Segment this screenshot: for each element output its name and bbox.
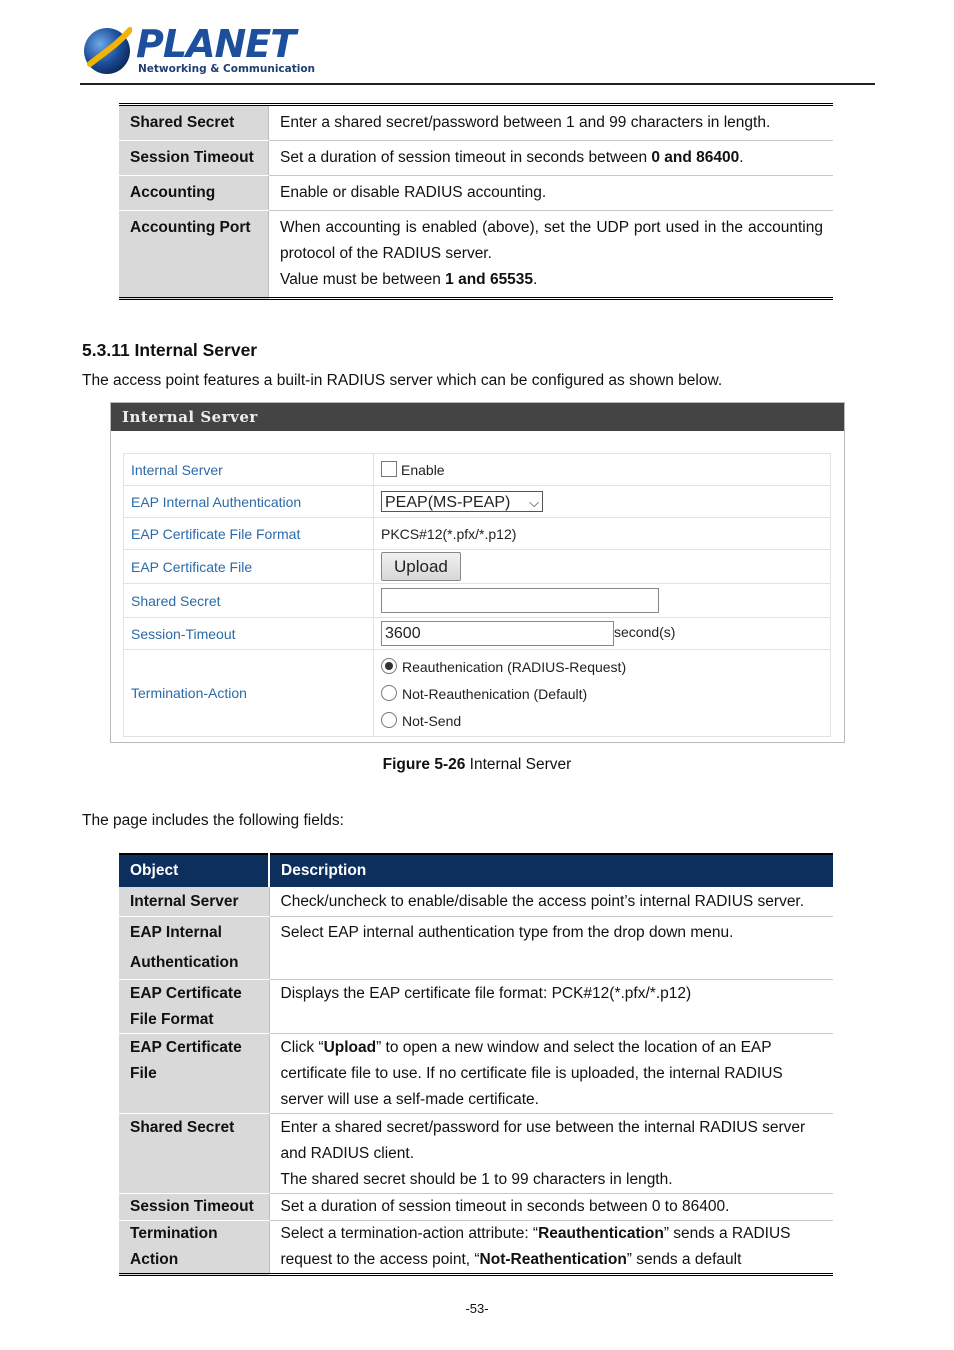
table-row [119, 1221, 833, 1275]
field-description: When accounting is enabled (above), set the UDP port used in the accounting protocol of the RADIUS server. Value must be between 1 and 65535. [280, 219, 823, 288]
field-name: Session Timeout [119, 1194, 269, 1221]
eap-auth-select[interactable]: PEAP(MS-PEAP) ⌵ [381, 491, 543, 512]
field-name: EAP Certificate File Format [119, 980, 269, 1034]
table-header-row [119, 854, 833, 887]
upload-button[interactable]: Upload [381, 552, 461, 581]
termination-option[interactable]: Not-Send [381, 708, 823, 735]
internal-server-label: Internal Server [124, 454, 374, 486]
cert-format-label: EAP Certificate File Format [124, 518, 374, 550]
form-row-session-timeout [124, 618, 831, 650]
internal-server-panel [110, 402, 845, 743]
section-intro: The access point features a built-in RADIUS server which can be configured as shown below. [82, 372, 723, 389]
termination-option[interactable]: Reauthenication (RADIUS-Request) [381, 654, 823, 681]
table-row [119, 141, 833, 176]
brand-wordmark: PLANET [136, 22, 296, 66]
radio-icon[interactable] [381, 685, 397, 701]
section-title: 5.3.11 Internal Server [82, 340, 258, 360]
field-description: Select EAP internal authentication type from the drop down menu. [269, 917, 833, 980]
enable-checkbox-label: Enable [401, 462, 445, 478]
table-row [119, 980, 833, 1034]
cert-format-value: PKCS#12(*.pfx/*.p12) [374, 518, 831, 550]
form-row-cert-file [124, 550, 831, 584]
field-name: Shared Secret [119, 1114, 269, 1194]
form-row-eap-auth [124, 486, 831, 518]
fields-table [119, 853, 833, 1276]
globe-icon [82, 24, 132, 76]
field-description: Displays the EAP certificate file format: PCK#12(*.pfx/*.p12) [269, 980, 833, 1034]
field-description: Click “Upload” to open a new window and select the location of an EAP certificate file to use. If no certificate file is uploaded, the internal RADIUS server will use a self-made certificate. [269, 1034, 833, 1114]
page-number: -53- [465, 1301, 489, 1316]
table-row [119, 1194, 833, 1221]
form-row-cert-format [124, 518, 831, 550]
table-row [119, 887, 833, 917]
radio-icon[interactable] [381, 712, 397, 728]
header-divider [80, 83, 875, 85]
cert-file-label: EAP Certificate File [124, 550, 374, 584]
field-description: Set a duration of session timeout in seconds between 0 and 86400. [269, 141, 834, 176]
field-description: Select a termination-action attribute: “Reauthentication” sends a RADIUS request to the access point, “Not-Reathentication” sends a default [280, 1225, 791, 1268]
field-name: Session Timeout [119, 141, 269, 176]
planet-logo [82, 22, 316, 78]
field-name: Accounting [119, 176, 269, 211]
column-header-object: Object [119, 854, 269, 887]
field-name: Shared Secret [119, 105, 269, 141]
internal-server-form [123, 453, 831, 737]
form-row-internal-server [124, 454, 831, 486]
form-row-termination [124, 650, 831, 737]
panel-title: Internal Server [111, 403, 844, 431]
session-timeout-label: Session-Timeout [124, 618, 374, 650]
shared-secret-input[interactable] [381, 588, 659, 613]
field-description: Enable or disable RADIUS accounting. [269, 176, 834, 211]
form-row-shared-secret [124, 584, 831, 618]
eap-auth-label: EAP Internal Authentication [124, 486, 374, 518]
radio-selected-icon[interactable] [381, 658, 397, 674]
session-timeout-unit: second(s) [614, 624, 676, 641]
field-description: Enter a shared secret/password between 1 and 99 characters in length. [269, 105, 834, 141]
table-row [119, 211, 833, 299]
shared-secret-label: Shared Secret [124, 584, 374, 618]
field-name: EAP Certificate File [119, 1034, 269, 1114]
table-row [119, 1034, 833, 1114]
enable-checkbox[interactable] [381, 461, 397, 477]
field-name: EAP Internal Authentication [119, 917, 269, 980]
field-description: Set a duration of session timeout in seconds between 0 to 86400. [269, 1194, 833, 1221]
brand-tagline: Networking & Communication [138, 63, 316, 75]
chevron-down-icon: ⌵ [529, 495, 539, 510]
field-name: Termination Action [119, 1221, 269, 1275]
termination-option[interactable]: Not-Reauthenication (Default) [381, 681, 823, 708]
field-description: Enter a shared secret/password for use between the internal RADIUS server and RADIUS client. The shared secret should be 1 to 99 characters in length. [269, 1114, 833, 1194]
field-name: Accounting Port [119, 211, 269, 299]
termination-label: Termination-Action [124, 650, 374, 737]
fields-intro: The page includes the following fields: [82, 812, 344, 829]
column-header-description: Description [269, 854, 833, 887]
field-description: Check/uncheck to enable/disable the access point’s internal RADIUS server. [269, 887, 833, 917]
table-row [119, 917, 833, 980]
table-row [119, 105, 833, 141]
field-name: Internal Server [119, 887, 269, 917]
table-row [119, 176, 833, 211]
radius-settings-table [119, 103, 833, 300]
figure-caption: Figure 5-26 Internal Server [382, 756, 572, 773]
session-timeout-input[interactable]: 3600 [381, 621, 614, 646]
table-row [119, 1114, 833, 1194]
